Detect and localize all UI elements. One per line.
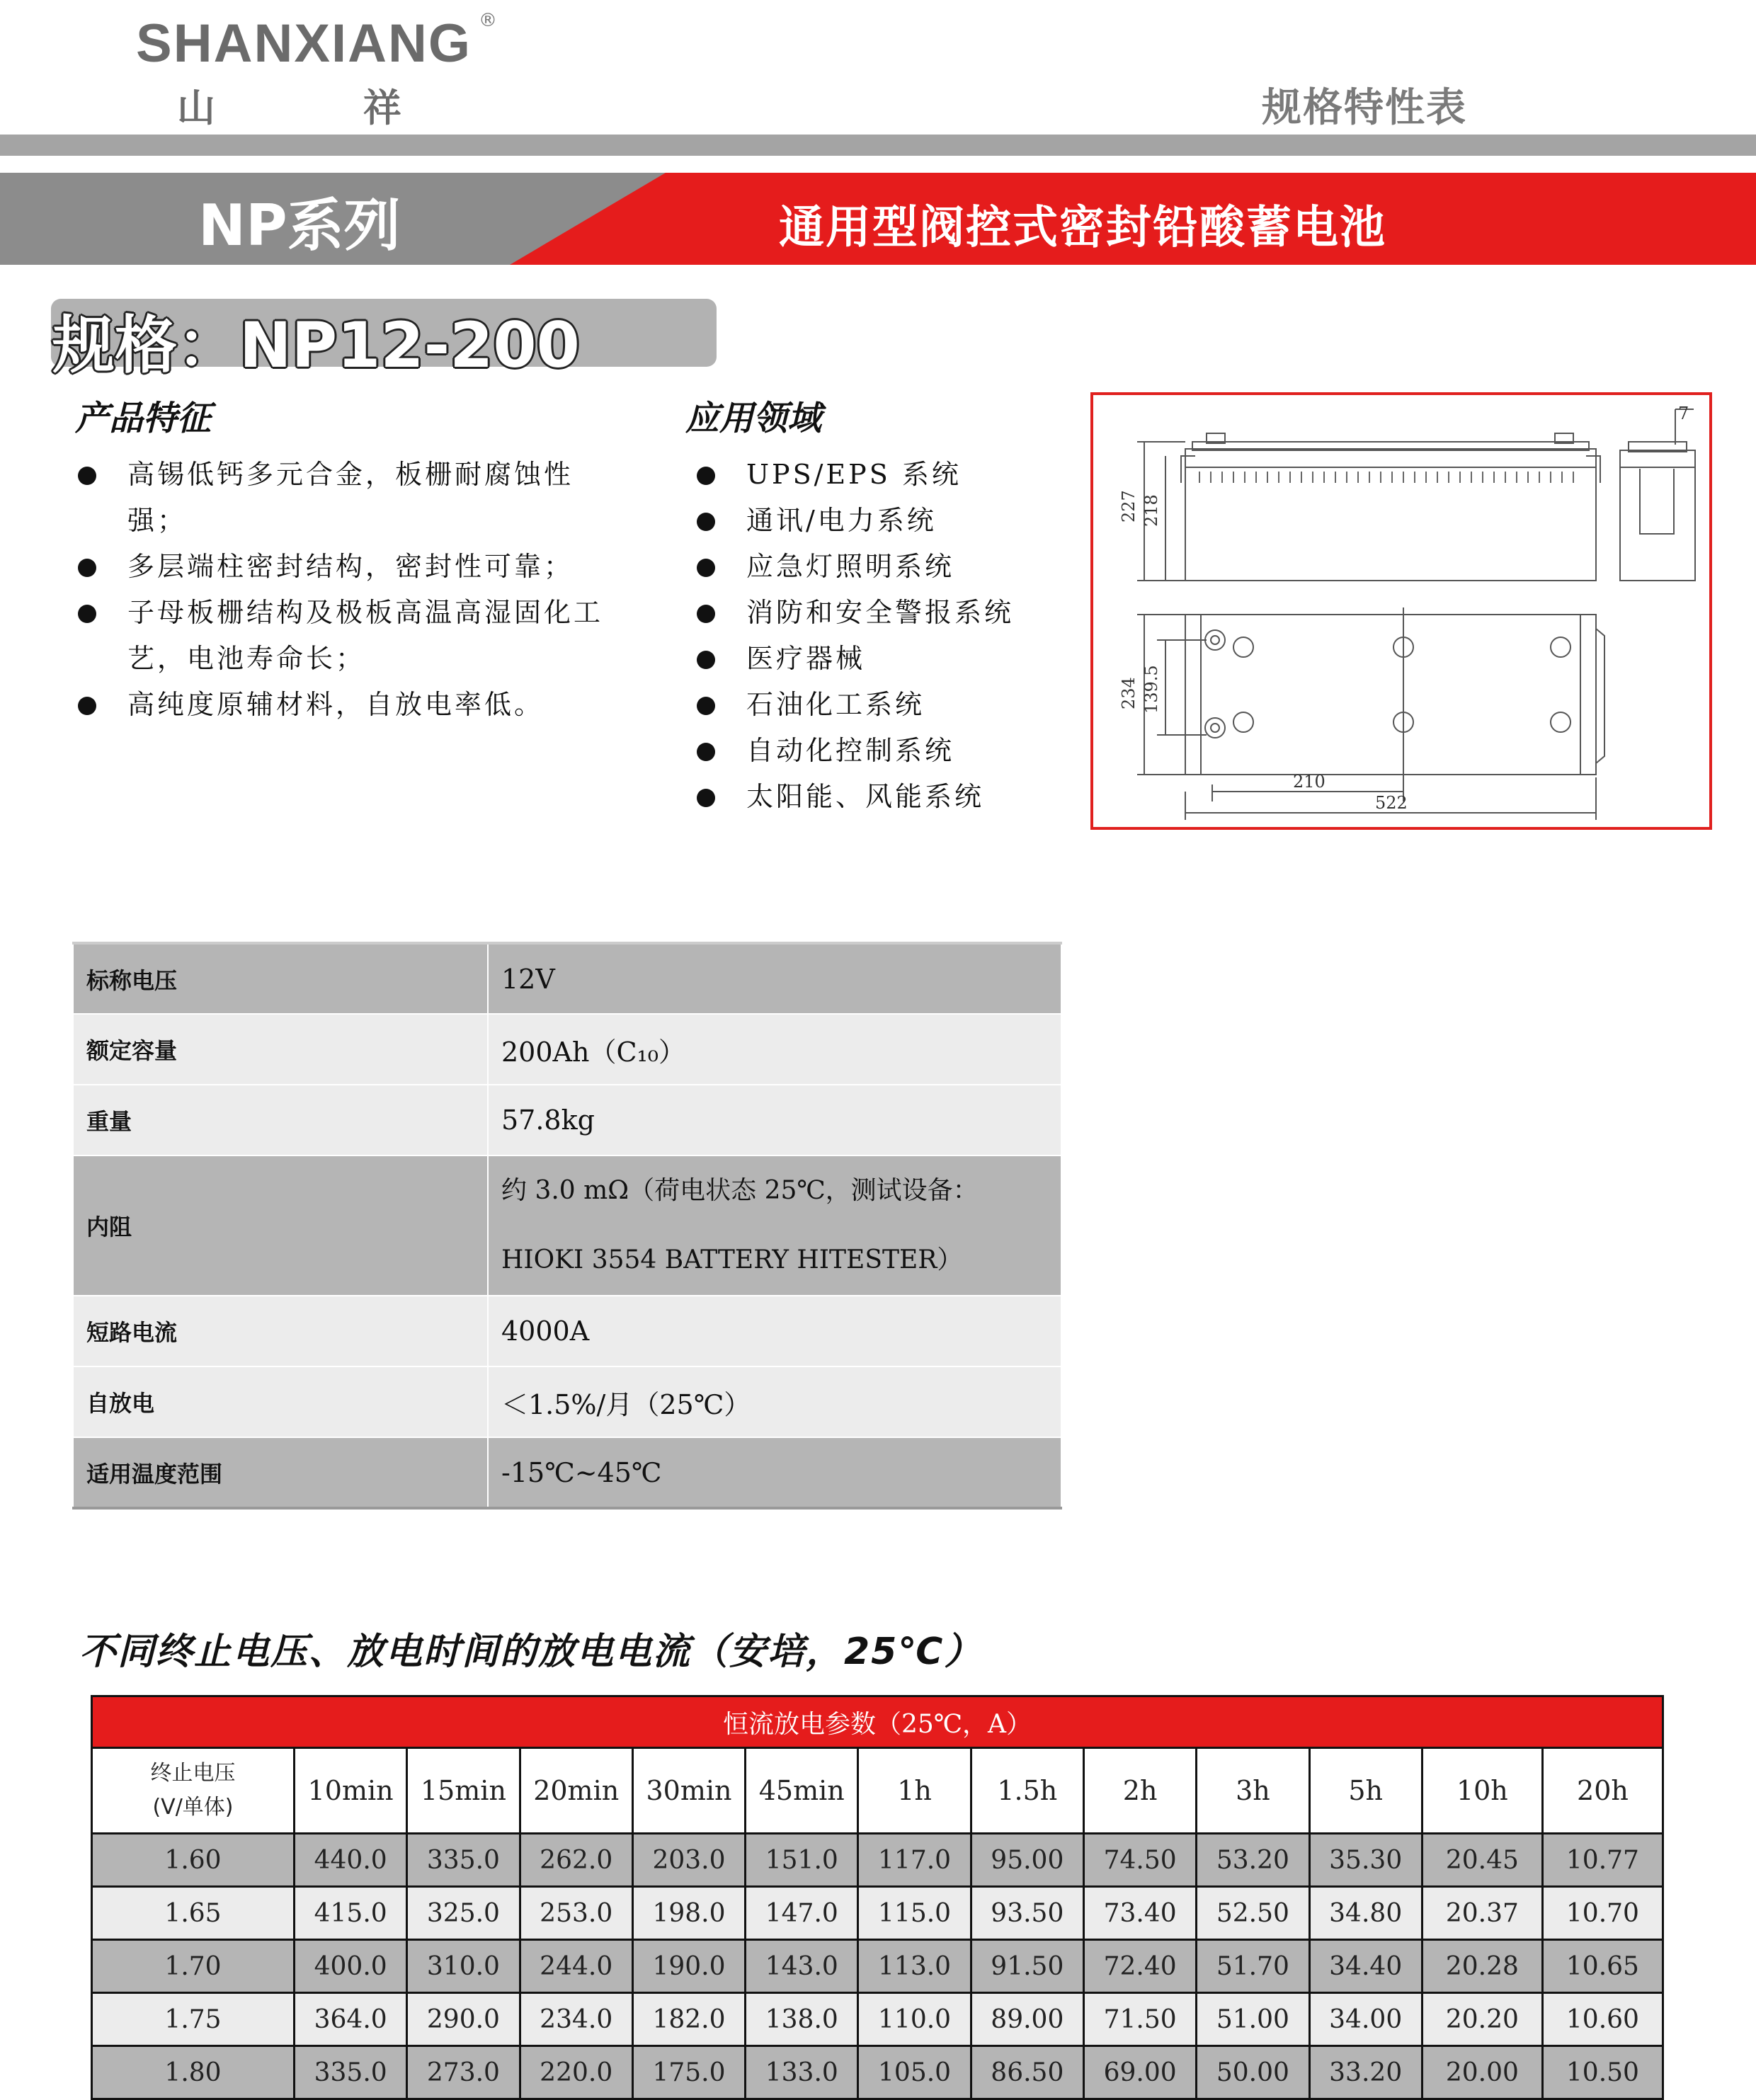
bullet-icon xyxy=(78,467,96,485)
current-cell: 262.0 xyxy=(520,1834,632,1887)
bullet-icon xyxy=(78,605,96,623)
list-item: UPS/EPS 系统 xyxy=(746,452,1100,498)
document-title: 规格特性表 xyxy=(1262,85,1467,131)
current-cell: 110.0 xyxy=(858,1993,971,2046)
current-cell: 198.0 xyxy=(632,1887,745,1940)
dim-210: 210 xyxy=(1293,772,1325,792)
spec-table xyxy=(72,942,1062,1510)
discharge-caption: 恒流放电参数（25℃，A） xyxy=(92,1696,1663,1748)
spec-key: 自放电 xyxy=(73,1366,488,1437)
list-item: 高锡低钙多元合金，板栅耐腐蚀性强； xyxy=(127,452,623,544)
current-cell: 20.28 xyxy=(1422,1940,1542,1993)
spec-value: 4000A xyxy=(488,1296,1061,1366)
current-cell: 325.0 xyxy=(407,1887,520,1940)
current-cell: 190.0 xyxy=(632,1940,745,1993)
discharge-title: 不同终止电压、放电时间的放电电流（安培，25℃） xyxy=(79,1631,983,1673)
spec-key: 短路电流 xyxy=(73,1296,488,1366)
current-cell: 52.50 xyxy=(1197,1887,1309,1940)
list-item: 消防和安全警报系统 xyxy=(746,590,1100,636)
current-cell: 10.77 xyxy=(1542,1834,1663,1887)
current-cell: 73.40 xyxy=(1083,1887,1196,1940)
table-row xyxy=(92,2046,1663,2099)
voltage-cell: 1.65 xyxy=(92,1887,295,1940)
current-cell: 89.00 xyxy=(971,1993,1083,2046)
table-row xyxy=(73,1437,1061,1508)
current-cell: 310.0 xyxy=(407,1940,520,1993)
current-cell: 53.20 xyxy=(1197,1834,1309,1887)
time-header: 15min xyxy=(407,1748,520,1834)
current-cell: 415.0 xyxy=(295,1887,407,1940)
table-row xyxy=(92,1834,1663,1887)
dim-218: 218 xyxy=(1141,494,1161,527)
time-header: 10min xyxy=(295,1748,407,1834)
current-cell: 35.30 xyxy=(1309,1834,1422,1887)
table-row xyxy=(73,1296,1061,1366)
current-cell: 115.0 xyxy=(858,1887,971,1940)
current-cell: 253.0 xyxy=(520,1887,632,1940)
current-cell: 34.80 xyxy=(1309,1887,1422,1940)
current-cell: 72.40 xyxy=(1083,1940,1196,1993)
bullet-icon xyxy=(78,559,96,577)
battery-dimension-views xyxy=(1093,395,1709,827)
time-header: 1.5h xyxy=(971,1748,1083,1834)
current-cell: 71.50 xyxy=(1083,1993,1196,2046)
time-header: 30min xyxy=(632,1748,745,1834)
current-cell: 20.00 xyxy=(1422,2046,1542,2099)
dim-227: 227 xyxy=(1119,490,1139,523)
brand-chinese: 山 祥 xyxy=(177,86,401,130)
bullet-icon xyxy=(697,789,715,807)
current-cell: 143.0 xyxy=(746,1940,858,1993)
current-cell: 290.0 xyxy=(407,1993,520,2046)
voltage-cell: 1.75 xyxy=(92,1993,295,2046)
table-caption-row xyxy=(92,1696,1663,1748)
bullet-icon xyxy=(697,651,715,669)
current-cell: 133.0 xyxy=(746,2046,858,2099)
current-cell: 220.0 xyxy=(520,2046,632,2099)
list-item: 石油化工系统 xyxy=(746,682,1100,728)
current-cell: 69.00 xyxy=(1083,2046,1196,2099)
list-item: 多层端柱密封结构，密封性可靠； xyxy=(127,544,623,590)
current-cell: 93.50 xyxy=(971,1887,1083,1940)
current-cell: 33.20 xyxy=(1309,2046,1422,2099)
current-cell: 335.0 xyxy=(407,1834,520,1887)
bullet-icon xyxy=(697,513,715,531)
current-cell: 182.0 xyxy=(632,1993,745,2046)
series-label: NP系列 xyxy=(198,193,401,258)
current-cell: 10.60 xyxy=(1542,1993,1663,2046)
table-row xyxy=(73,1366,1061,1437)
bullet-icon xyxy=(697,559,715,577)
table-row xyxy=(73,1085,1061,1155)
bullet-icon xyxy=(78,697,96,715)
list-item: 通讯/电力系统 xyxy=(746,498,1100,544)
dim-522: 522 xyxy=(1375,793,1408,813)
current-cell: 34.00 xyxy=(1309,1993,1422,2046)
features-list xyxy=(127,452,623,728)
list-item: 高纯度原辅材料，自放电率低。 xyxy=(127,682,623,728)
current-cell: 10.50 xyxy=(1542,2046,1663,2099)
bullet-icon xyxy=(697,743,715,761)
current-cell: 105.0 xyxy=(858,2046,971,2099)
table-row xyxy=(73,1014,1061,1085)
spec-value: 57.8kg xyxy=(488,1085,1061,1155)
current-cell: 440.0 xyxy=(295,1834,407,1887)
list-item: 应急灯照明系统 xyxy=(746,544,1100,590)
current-cell: 34.40 xyxy=(1309,1940,1422,1993)
spec-value: -15℃~45℃ xyxy=(488,1437,1061,1508)
current-cell: 20.20 xyxy=(1422,1993,1542,2046)
current-cell: 117.0 xyxy=(858,1834,971,1887)
spec-key: 标称电压 xyxy=(73,943,488,1014)
table-row xyxy=(92,1993,1663,2046)
current-cell: 400.0 xyxy=(295,1940,407,1993)
spec-value: 12V xyxy=(488,943,1061,1014)
voltage-cell: 1.80 xyxy=(92,2046,295,2099)
current-cell: 20.45 xyxy=(1422,1834,1542,1887)
time-header: 2h xyxy=(1083,1748,1196,1834)
registered-mark: ® xyxy=(479,10,497,31)
time-header: 3h xyxy=(1197,1748,1309,1834)
time-header: 1h xyxy=(858,1748,971,1834)
current-cell: 10.70 xyxy=(1542,1887,1663,1940)
voltage-cell: 1.70 xyxy=(92,1940,295,1993)
current-cell: 364.0 xyxy=(295,1993,407,2046)
table-row xyxy=(73,1155,1061,1296)
spec-value: 200Ah（C₁₀） xyxy=(488,1014,1061,1085)
dim-234: 234 xyxy=(1119,677,1139,709)
current-cell: 113.0 xyxy=(858,1940,971,1993)
spec-value: ＜1.5%/月（25℃） xyxy=(488,1366,1061,1437)
series-description: 通用型阀控式密封铅酸蓄电池 xyxy=(779,202,1386,254)
current-cell: 51.00 xyxy=(1197,1993,1309,2046)
voltage-header: 终止电压 (V/单体) xyxy=(92,1748,295,1834)
table-row xyxy=(92,1887,1663,1940)
current-cell: 234.0 xyxy=(520,1993,632,2046)
spec-key: 额定容量 xyxy=(73,1014,488,1085)
table-row xyxy=(73,943,1061,1014)
current-cell: 147.0 xyxy=(746,1887,858,1940)
current-cell: 175.0 xyxy=(632,2046,745,2099)
current-cell: 51.70 xyxy=(1197,1940,1309,1993)
list-item: 太阳能、风能系统 xyxy=(746,774,1100,820)
dim-139-5: 139.5 xyxy=(1141,665,1161,714)
current-cell: 20.37 xyxy=(1422,1887,1542,1940)
time-header: 5h xyxy=(1309,1748,1422,1834)
current-cell: 91.50 xyxy=(971,1940,1083,1993)
time-header: 45min xyxy=(746,1748,858,1834)
list-item: 子母板栅结构及极板高温高湿固化工艺，电池寿命长； xyxy=(127,590,623,682)
current-cell: 10.65 xyxy=(1542,1940,1663,1993)
current-cell: 50.00 xyxy=(1197,2046,1309,2099)
voltage-cell: 1.60 xyxy=(92,1834,295,1887)
table-header-row xyxy=(92,1748,1663,1834)
spec-value: 约 3.0 mΩ（荷电状态 25℃，测试设备： HIOKI 3554 BATTERY HITESTER） xyxy=(488,1155,1061,1296)
current-cell: 95.00 xyxy=(971,1834,1083,1887)
header-rule xyxy=(0,135,1756,156)
spec-key: 重量 xyxy=(73,1085,488,1155)
discharge-table xyxy=(91,1695,1664,2100)
applications-title: 应用领域 xyxy=(685,399,822,438)
spec-key: 适用温度范围 xyxy=(73,1437,488,1508)
current-cell: 151.0 xyxy=(746,1834,858,1887)
bullet-icon xyxy=(697,467,715,485)
list-item: 自动化控制系统 xyxy=(746,728,1100,774)
bullet-icon xyxy=(697,697,715,715)
list-item: 医疗器械 xyxy=(746,636,1100,682)
time-header: 20min xyxy=(520,1748,632,1834)
model-label: 规格：NP12-200 xyxy=(52,309,580,382)
current-cell: 273.0 xyxy=(407,2046,520,2099)
current-cell: 203.0 xyxy=(632,1834,745,1887)
applications-list xyxy=(746,452,1100,820)
brand-logo: SHANXIANG xyxy=(136,13,472,74)
current-cell: 335.0 xyxy=(295,2046,407,2099)
features-title: 产品特征 xyxy=(75,399,212,438)
table-row xyxy=(92,1940,1663,1993)
current-cell: 138.0 xyxy=(746,1993,858,2046)
current-cell: 244.0 xyxy=(520,1940,632,1993)
time-header: 10h xyxy=(1422,1748,1542,1834)
dim-7: 7 xyxy=(1678,404,1689,423)
spec-key: 内阻 xyxy=(73,1155,488,1296)
bullet-icon xyxy=(697,605,715,623)
time-header: 20h xyxy=(1542,1748,1663,1834)
current-cell: 86.50 xyxy=(971,2046,1083,2099)
current-cell: 74.50 xyxy=(1083,1834,1196,1887)
